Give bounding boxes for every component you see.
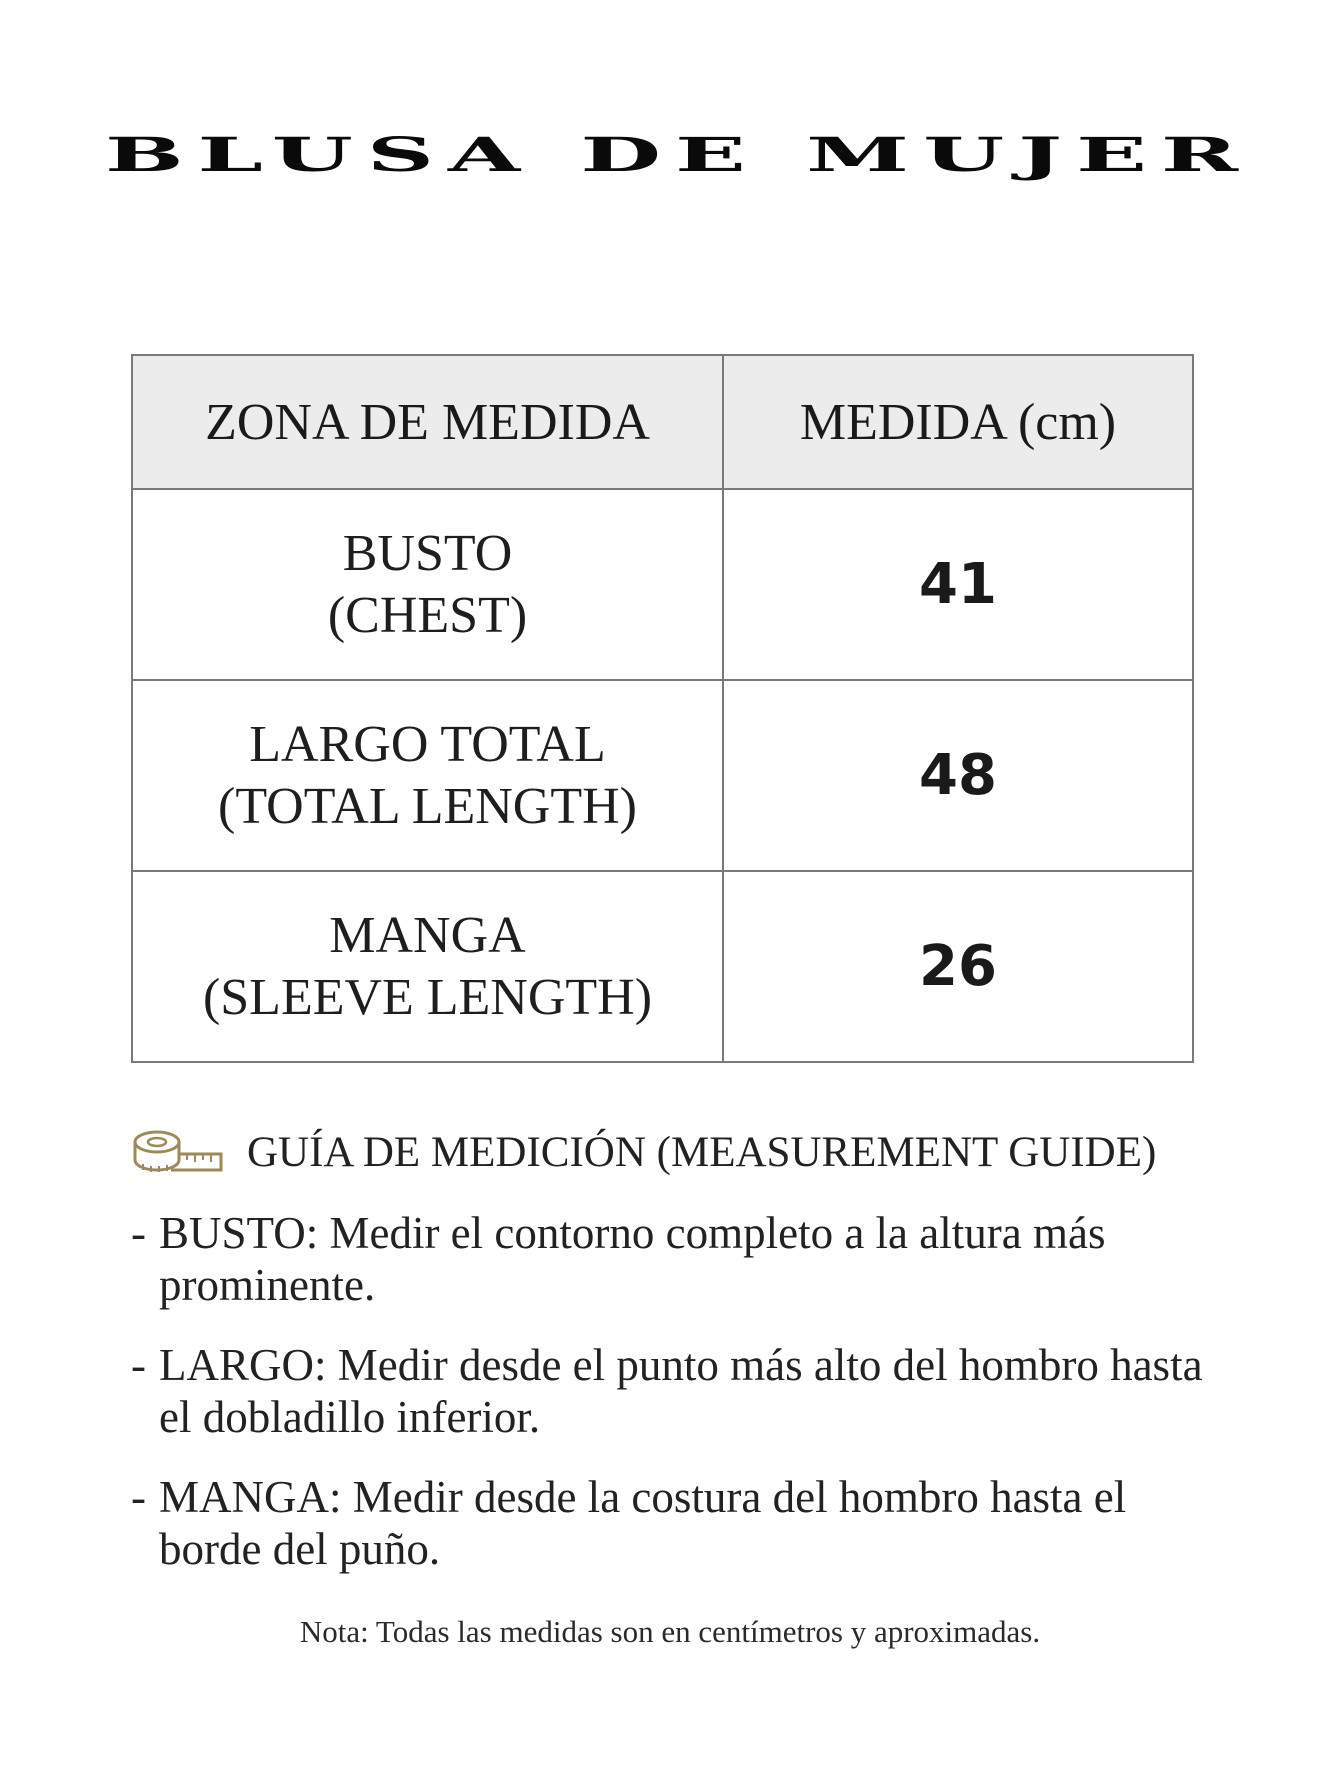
table-row [132,871,1193,1062]
measure-value: 26 [919,934,997,999]
guide-header [131,1124,1156,1180]
list-bullet: - [131,1208,146,1258]
table-row [132,680,1193,871]
measure-value: 48 [919,743,997,808]
zone-cell [132,489,723,680]
page-title: BLUSA DE MUJER [105,128,1253,183]
zone-cell [132,871,723,1062]
value-cell [723,871,1193,1062]
measuring-tape-icon [131,1124,223,1180]
zone-label: LARGO TOTAL [249,715,606,773]
list-item-text: MANGA: Medir desde la costura del hombro hasta el borde del puño. [159,1472,1127,1574]
zone-label-en: (TOTAL LENGTH) [218,777,637,835]
header-zone: ZONA DE MEDIDA [132,355,723,489]
size-table [131,354,1194,1063]
table-row [132,489,1193,680]
list-item-text: BUSTO: Medir el contorno completo a la altura más prominente. [159,1208,1106,1310]
list-item [131,1471,1211,1575]
guide-list [131,1207,1211,1603]
zone-label: BUSTO [342,524,513,582]
value-cell [723,489,1193,680]
list-item-text: LARGO: Medir desde el punto más alto del hombro hasta el dobladillo inferior. [159,1340,1203,1442]
list-bullet: - [131,1472,146,1522]
zone-label-en: (CHEST) [327,586,528,644]
measure-value: 41 [919,552,997,617]
value-cell [723,680,1193,871]
footnote: Nota: Todas las medidas son en centímetros y aproximadas. [299,1614,1041,1649]
zone-label-en: (SLEEVE LENGTH) [202,968,653,1026]
table-header-row [132,355,1193,489]
zone-cell [132,680,723,871]
guide-title: GUÍA DE MEDICIÓN (MEASUREMENT GUIDE) [247,1128,1157,1176]
header-measure: MEDIDA (cm) [723,355,1193,489]
list-bullet: - [131,1340,146,1390]
list-item [131,1207,1211,1311]
list-item [131,1339,1211,1443]
zone-label: MANGA [329,906,526,964]
